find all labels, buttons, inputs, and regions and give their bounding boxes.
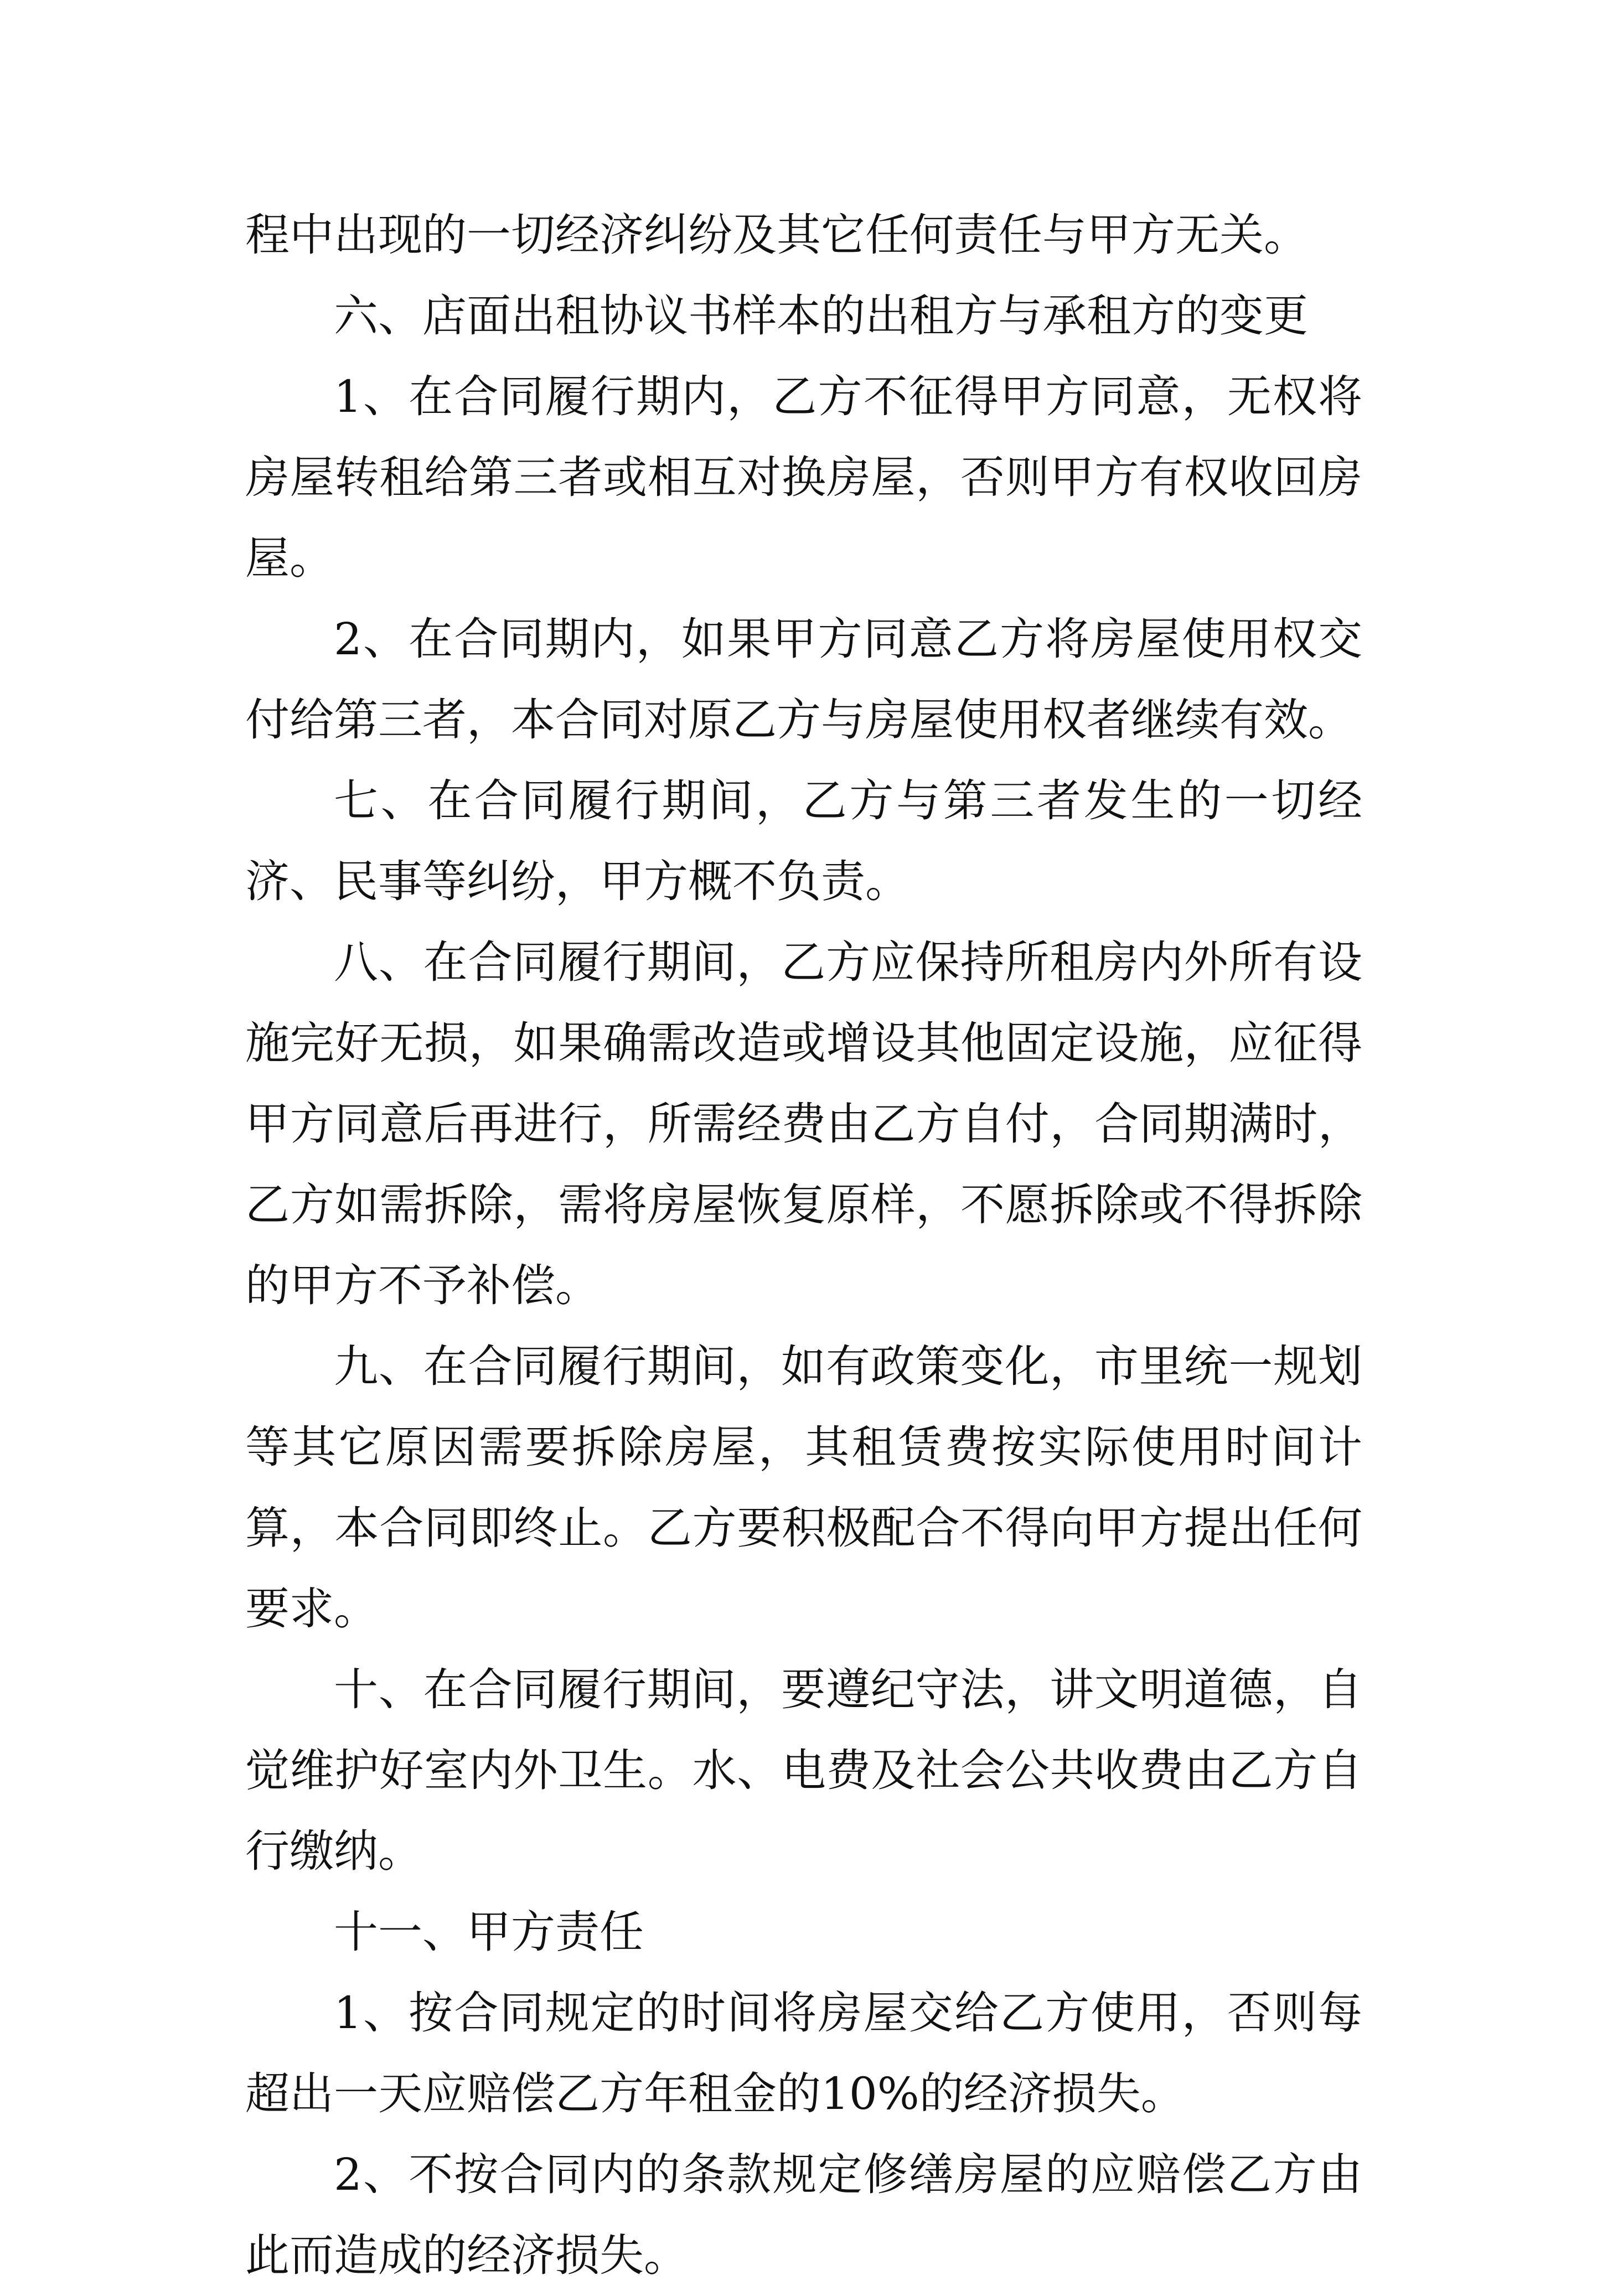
clause-11-item-1: 1、按合同规定的时间将房屋交给乙方使用，否则每超出一天应赔偿乙方年租金的10%的经济损失。 — [245, 1987, 1362, 2119]
contract-body — [245, 195, 1362, 2296]
clause-11-heading: 十一、甲方责任 — [334, 1906, 644, 1958]
clause-6-item-2: 2、在合同期内，如果甲方同意乙方将房屋使用权交付给第三者，本合同对原乙方与房屋使用权者继续有效。 — [245, 613, 1362, 746]
clause-8: 八、在合同履行期间，乙方应保持所租房内外所有设施完好无损，如果确需改造或增设其他固定设施，应征得甲方同意后再进行，所需经费由乙方自付，合同期满时，乙方如需拆除，需将房屋恢复原样，不愿拆除或不得拆除的甲方不予补偿。 — [245, 937, 1362, 1311]
clause-9: 九、在合同履行期间，如有政策变化，市里统一规划等其它原因需要拆除房屋，其租赁费按实际使用时间计算，本合同即终止。乙方要积极配合不得向甲方提出任何要求。 — [245, 1341, 1362, 1635]
clause-7: 七、在合同履行期间，乙方与第三者发生的一切经济、民事等纠纷，甲方概不负责。 — [245, 775, 1362, 907]
clause-6-heading: 六、店面出租协议书样本的出租方与承租方的变更 — [334, 290, 1308, 342]
clause-6-item-1: 1、在合同履行期内，乙方不征得甲方同意，无权将房屋转租给第三者或相互对换房屋，否则甲方有权收回房屋。 — [245, 371, 1362, 584]
clause-11-item-2: 2、不按合同内的条款规定修缮房屋的应赔偿乙方由此而造成的经济损失。 — [245, 2149, 1362, 2281]
clause-10: 十、在合同履行期间，要遵纪守法，讲文明道德，自觉维护好室内外卫生。水、电费及社会公共收费由乙方自行缴纳。 — [245, 1664, 1362, 1877]
paragraph-continuation: 程中出现的一切经济纠纷及其它任何责任与甲方无关。 — [245, 209, 1308, 261]
